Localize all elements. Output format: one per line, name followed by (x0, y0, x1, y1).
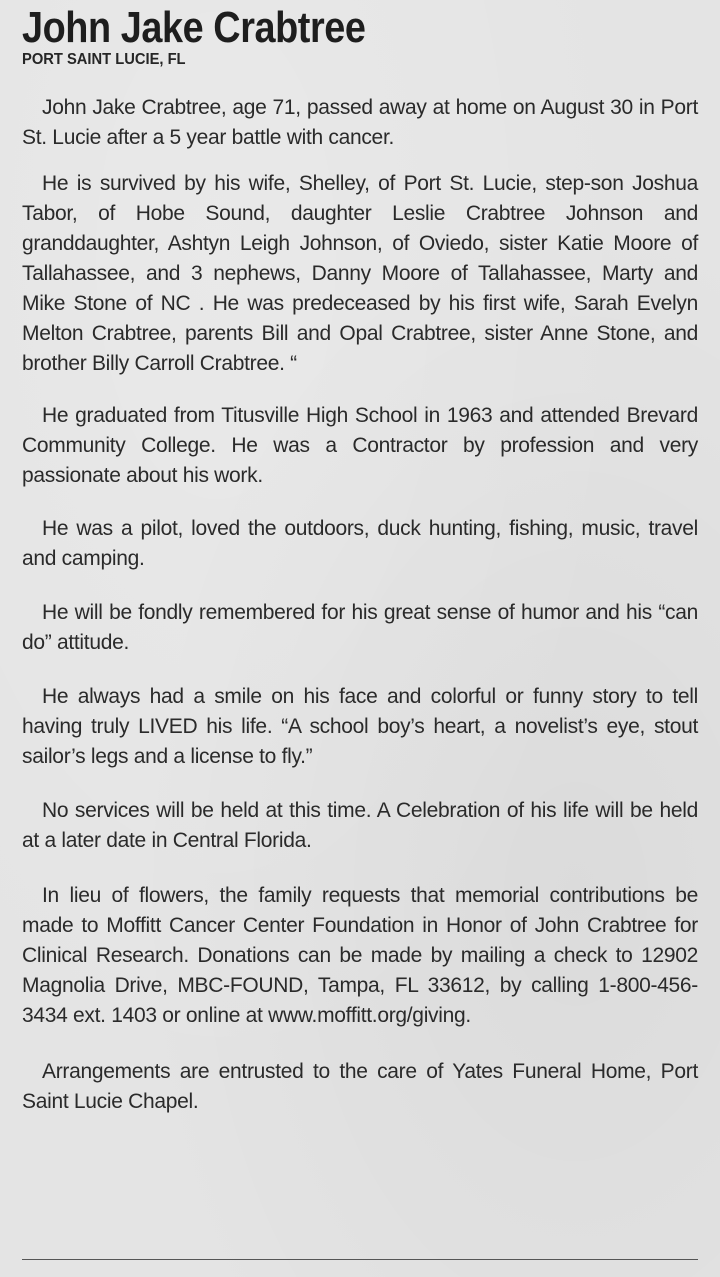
bottom-rule (22, 1259, 698, 1260)
paragraph-education: He graduated from Titusville High School in 1963 and attended Brevard Community College. He was a Contractor by profession and very passionate about his work. (22, 404, 698, 487)
obituary-name: John Jake Crabtree (22, 3, 366, 52)
obituary-location: PORT SAINT LUCIE, FL (22, 51, 186, 68)
paragraph-donations: In lieu of flowers, the family requests that memorial contributions be made to Moffitt Cancer Center Foundation in Honor of John Crabtree for Clinical Research. Donations can be made by mailing a check to 12902 Magnolia Drive, MBC-FOUND, Tampa, FL 33612, by calling 1-800-456-3434 ext. 1403 or online at www.moffitt.org/giving. (22, 884, 698, 1027)
paragraph-quote: He always had a smile on his face and colorful or funny story to tell having truly LIVED his life. “A school boy’s heart, a novelist’s eye, stout sailor’s legs and a license to fly.” (22, 685, 698, 768)
paragraph-services: No services will be held at this time. A Celebration of his life will be held at a later date in Central Florida. (22, 799, 698, 852)
paragraph-hobbies: He was a pilot, loved the outdoors, duck hunting, fishing, music, travel and camping. (22, 517, 698, 570)
paragraph-arrangements: Arrangements are entrusted to the care of Yates Funeral Home, Port Saint Lucie Chapel. (22, 1060, 698, 1113)
paragraph-announcement: John Jake Crabtree, age 71, passed away at home on August 30 in Port St. Lucie after a 5 year battle with cancer. (22, 96, 698, 149)
paragraph-survivors: He is survived by his wife, Shelley, of Port St. Lucie, step-son Joshua Tabor, of Hobe Sound, daughter Leslie Crabtree Johnson and granddaughter, Ashtyn Leigh Johnson, of Oviedo, sister Katie Moore of Tallahassee, and 3 nephews, Danny Moore of Tallahassee, Marty and Mike Stone of NC . He was predeceased by his first wife, Sarah Evelyn Melton Crabtree, parents Bill and Opal Crabtree, sister Anne Stone, and brother Billy Carroll Crabtree. “ (22, 172, 698, 375)
paragraph-remembrance: He will be fondly remembered for his great sense of humor and his “can do” attitude. (22, 601, 698, 654)
